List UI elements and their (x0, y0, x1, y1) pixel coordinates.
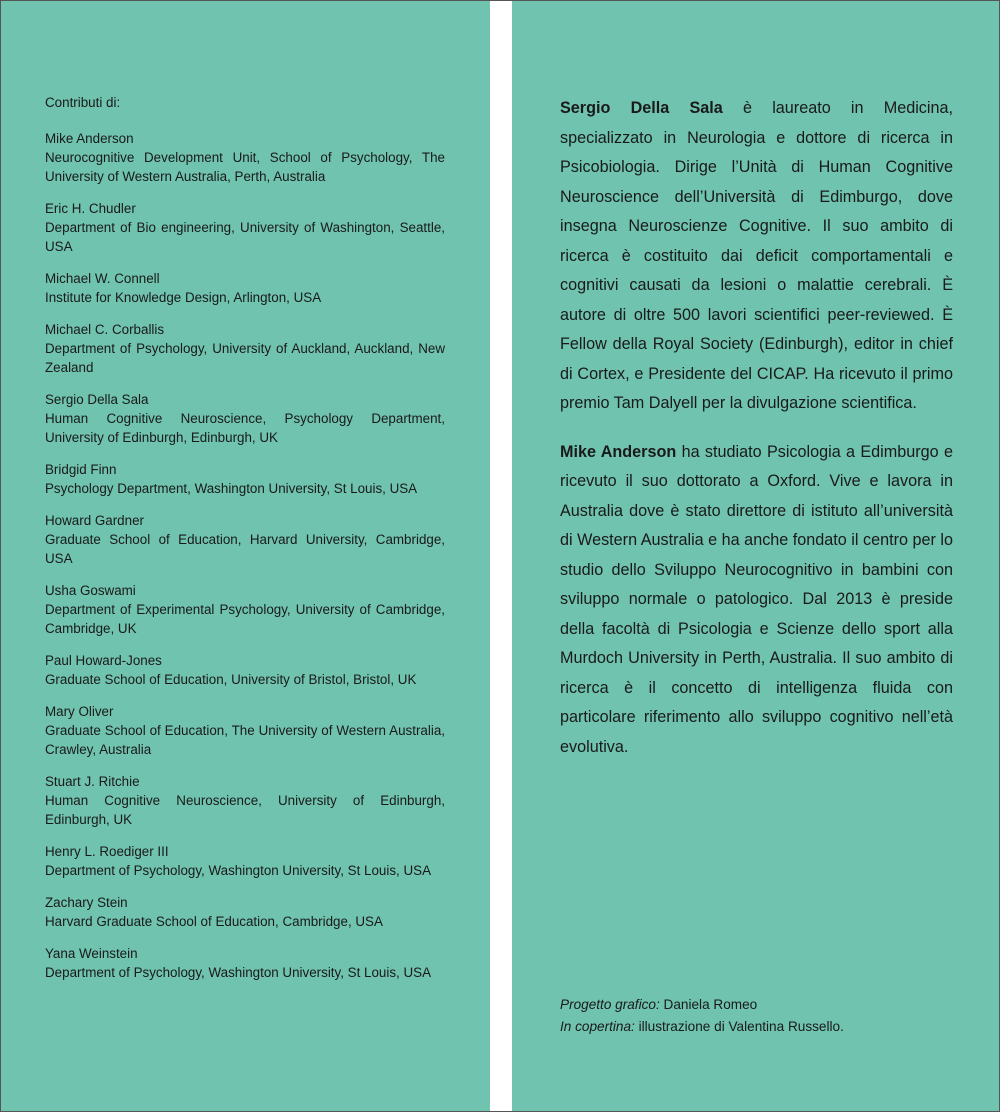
contributor-name: Michael C. Corballis (45, 322, 165, 337)
contributor-name: Bridgid Finn (45, 462, 117, 477)
contributor-name: Mike Anderson (45, 131, 134, 146)
contributor-entry (45, 651, 445, 689)
contributor-name: Paul Howard-Jones (45, 653, 162, 668)
contributor-entry (45, 199, 445, 256)
contributor-affiliation: Human Cognitive Neuroscience, University of Edinburgh, Edinburgh, UK (45, 793, 445, 827)
credit-value: illustrazione di Valentina Russello. (634, 1019, 844, 1034)
contributor-entry (45, 581, 445, 638)
contributor-affiliation: Neurocognitive Development Unit, School of Psychology, The University of Western Australia, Perth, Australia (45, 150, 445, 184)
bio-della-sala (560, 94, 953, 419)
contributor-entry (45, 842, 445, 880)
contributor-affiliation: Department of Experimental Psychology, University of Cambridge, Cambridge, UK (45, 602, 445, 636)
contributor-name: Zachary Stein (45, 895, 128, 910)
contributor-name: Henry L. Roediger III (45, 844, 169, 859)
credit-label: Progetto grafico: (560, 997, 660, 1012)
contributor-entry (45, 269, 445, 307)
contributor-affiliation: Harvard Graduate School of Education, Cambridge, USA (45, 914, 383, 929)
contributor-entry (45, 320, 445, 377)
contributor-entry (45, 893, 445, 931)
contributor-entry (45, 772, 445, 829)
contributor-affiliation: Department of Psychology, University of Auckland, Auckland, New Zealand (45, 341, 445, 375)
bio-author-name: Mike Anderson (560, 442, 677, 461)
contributor-entry (45, 390, 445, 447)
contributors-heading: Contributi di: (45, 95, 121, 110)
credit-graphic-design (560, 994, 980, 1016)
contributors-list (45, 93, 445, 995)
bio-text: è laureato in Medicina, specializzato in Neurologia e dottore di ricerca in Psicobiologia. Dirige l’Unità di Human Cognitive Neuroscience dell’Università di Edimburgo, dove insegna Neuroscienze Cognitive. Il suo ambito di ricerca è costituito dai deficit comportamentali e cognitivi causati da lesioni o malattie cerebrali. È autore di oltre 500 lavori scientifici peer-reviewed. È Fellow della Royal Society (Edinburgh), editor in chief di Cortex, e Presidente del CICAP. Ha ricevuto il primo premio Tam Dalyell per la divulgazione scientifica. (560, 99, 953, 412)
contributor-affiliation: Department of Bio engineering, University of Washington, Seattle, USA (45, 220, 445, 254)
credit-label: In copertina: (560, 1019, 635, 1034)
contributor-affiliation: Institute for Knowledge Design, Arlington, USA (45, 290, 322, 305)
contributor-name: Mary Oliver (45, 704, 114, 719)
contributor-affiliation: Graduate School of Education, University of Bristol, Bristol, UK (45, 672, 417, 687)
contributor-name: Eric H. Chudler (45, 201, 136, 216)
bio-author-name: Sergio Della Sala (560, 99, 723, 117)
contributor-affiliation: Department of Psychology, Washington University, St Louis, USA (45, 965, 432, 980)
credits (560, 994, 980, 1038)
contributor-name: Yana Weinstein (45, 946, 138, 961)
contributor-name: Sergio Della Sala (45, 392, 149, 407)
contributor-name: Howard Gardner (45, 513, 144, 528)
contributor-entry (45, 702, 445, 759)
contributor-name: Michael W. Connell (45, 271, 160, 286)
contributor-name: Stuart J. Ritchie (45, 774, 140, 789)
contributor-entry (45, 944, 445, 982)
contributor-entry (45, 129, 445, 186)
contributor-affiliation: Graduate School of Education, The University of Western Australia, Crawley, Australia (45, 723, 445, 757)
contributor-affiliation: Department of Psychology, Washington University, St Louis, USA (45, 863, 432, 878)
contributor-affiliation: Graduate School of Education, Harvard University, Cambridge, USA (45, 532, 445, 566)
credit-cover (560, 1016, 980, 1038)
bio-anderson (560, 438, 953, 763)
contributor-entry (45, 460, 445, 498)
author-bios (560, 94, 953, 781)
contributor-name: Usha Goswami (45, 583, 136, 598)
contributor-entry (45, 511, 445, 568)
credit-value: Daniela Romeo (659, 997, 758, 1012)
contributor-affiliation: Psychology Department, Washington University, St Louis, USA (45, 481, 418, 496)
contributor-affiliation: Human Cognitive Neuroscience, Psychology Department, University of Edinburgh, Edinburgh, UK (45, 411, 445, 445)
bio-text: ha studiato Psicologia a Edimburgo e ricevuto il suo dottorato a Oxford. Vive e lavora in Australia dove è stato direttore di istituto all’università di Western Australia e ha anche fondato il centro per lo studio dello Sviluppo Neurocognitivo in bambini con sviluppo normale o patologico. Dal 2013 è preside della facoltà di Psicologia e Scienze dello sport alla Murdoch University in Perth, Australia. Il suo ambito di ricerca è il concetto di intelligenza fluida con particolare riferimento allo sviluppo cognitivo nell’età evolutiva. (560, 442, 953, 756)
